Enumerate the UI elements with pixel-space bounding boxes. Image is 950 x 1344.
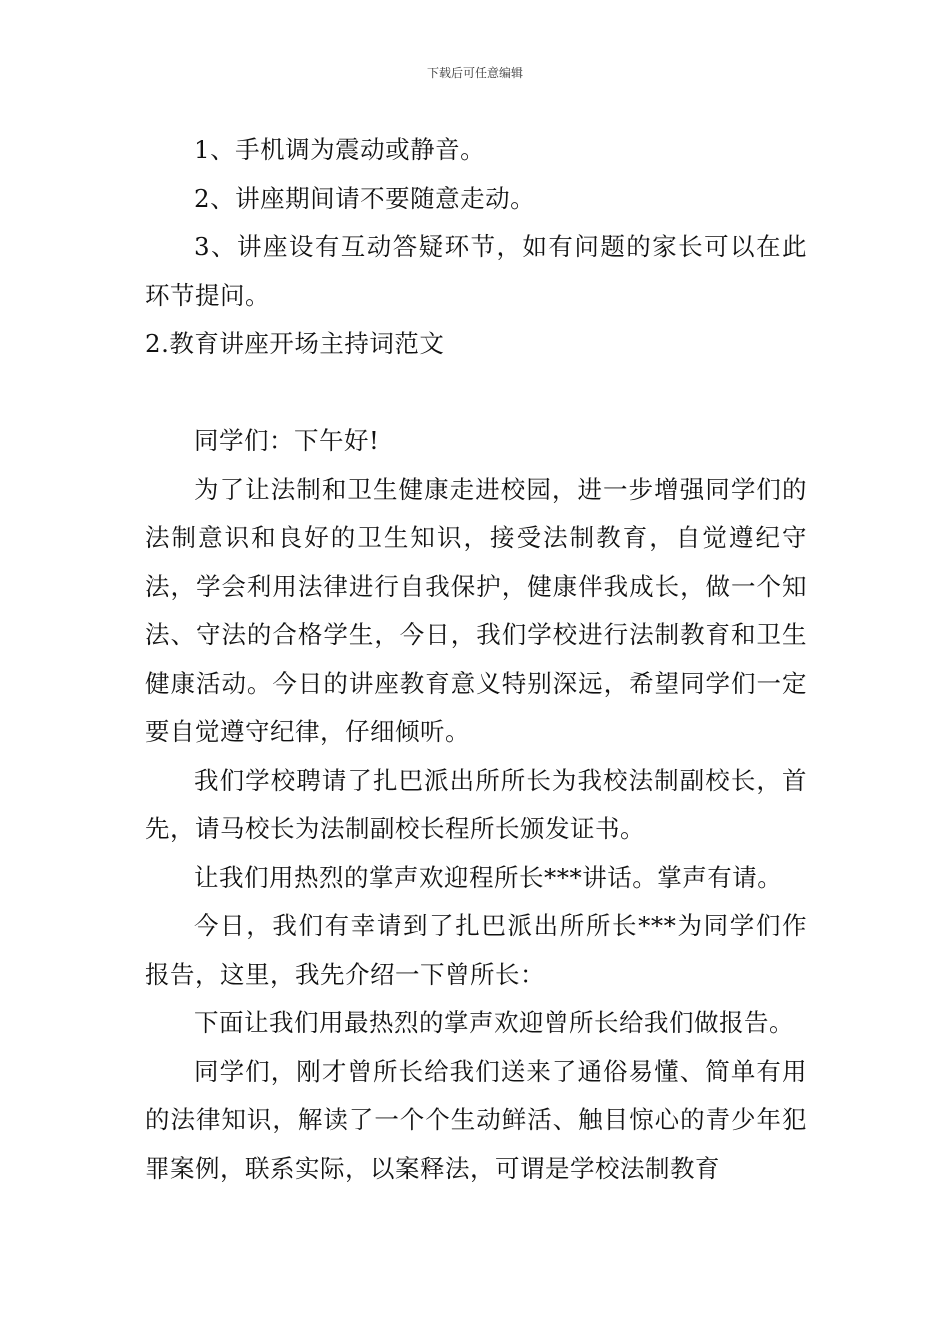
greeting-paragraph: 同学们：下午好! bbox=[194, 426, 380, 455]
rule-item: 2、讲座期间请不要随意走动。 bbox=[194, 183, 536, 213]
page-header-watermark: 下载后可任意编辑 bbox=[426, 66, 523, 80]
rule-item: 3、讲座设有互动答疑环节，如有问题的家长可以在此环节提问。 bbox=[145, 232, 807, 310]
body-paragraph: 让我们用热烈的掌声欢迎程所长***讲话。掌声有请。 bbox=[194, 862, 783, 892]
body-paragraph: 下面让我们用最热烈的掌声欢迎曾所长给我们做报告。 bbox=[194, 1008, 794, 1037]
document-body bbox=[145, 126, 807, 1193]
body-paragraph: 我们学校聘请了扎巴派出所所长为我校法制副校长，首先，请马校长为法制副校长程所长颁发证书。 bbox=[145, 765, 807, 843]
body-paragraph: 今日，我们有幸请到了扎巴派出所所长***为同学们作报告，这里，我先介绍一下曾所长： bbox=[145, 911, 807, 989]
body-paragraph: 为了让法制和卫生健康走进校园，进一步增强同学们的法制意识和良好的卫生知识，接受法制教育，自觉遵纪守法，学会利用法律进行自我保护，健康伴我成长，做一个知法、守法的合格学生，今日，我们学校进行法制教育和卫生健康活动。今日的讲座教育意义特别深远，希望同学们一定要自觉遵守纪律，仔细倾听。 bbox=[145, 474, 807, 746]
body-paragraph: 同学们，刚才曾所长给我们送来了通俗易懂、简单有用的法律知识，解读了一个个生动鲜活、触目惊心的青少年犯罪案例，联系实际，以案释法，可谓是学校法制教育 bbox=[145, 1056, 807, 1183]
rule-item: 1、手机调为震动或静音。 bbox=[194, 135, 486, 164]
blank-line bbox=[145, 369, 807, 418]
section-title: 2.教育讲座开场主持词范文 bbox=[145, 329, 445, 358]
